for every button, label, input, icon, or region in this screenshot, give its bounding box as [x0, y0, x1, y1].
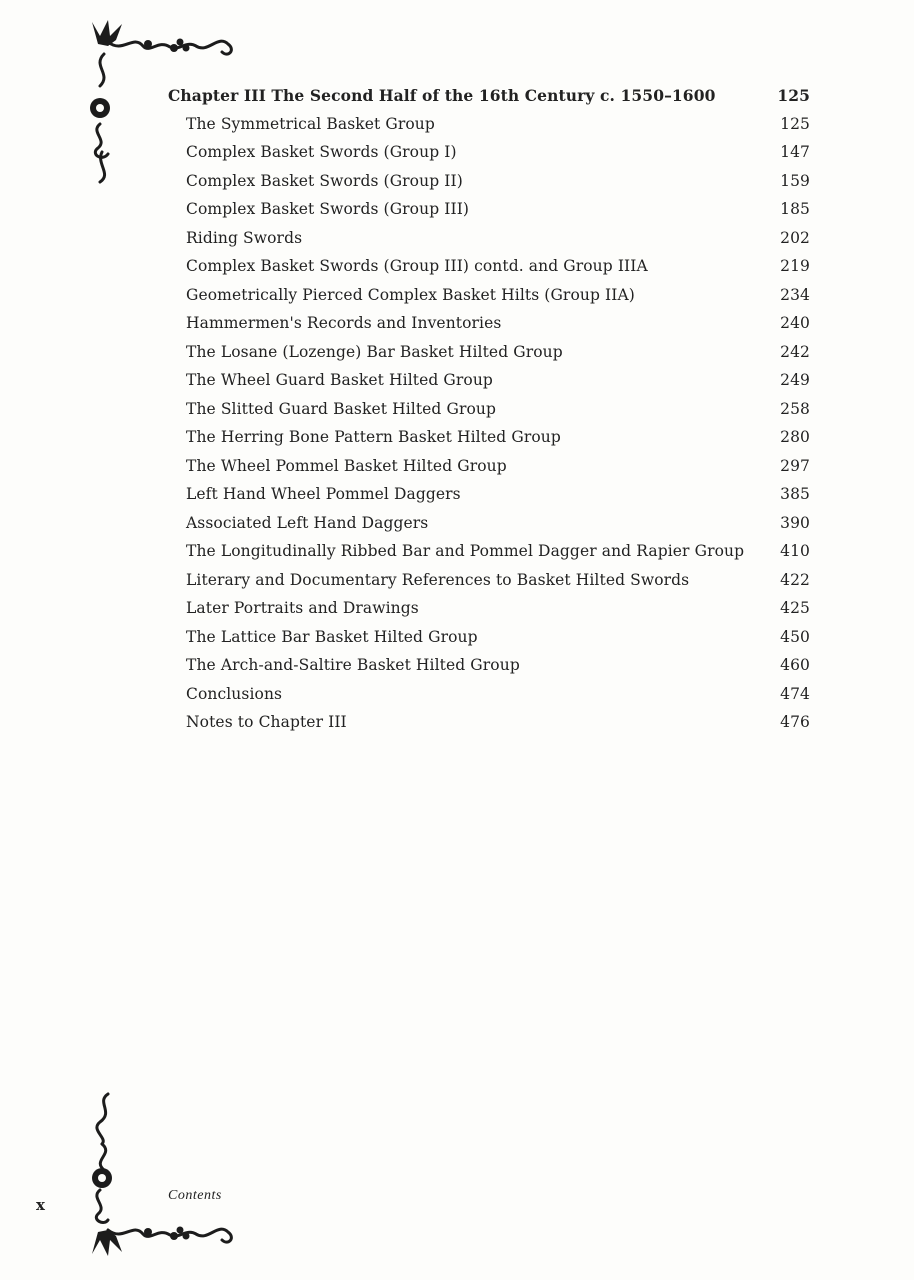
toc-entry-page: 249 — [780, 371, 810, 389]
chapter-heading — [168, 86, 816, 115]
toc-entry-page: 147 — [780, 143, 810, 161]
chapter-page-number: 125 — [777, 86, 810, 105]
toc-entry — [168, 428, 816, 457]
toc-entry-title: The Slitted Guard Basket Hilted Group — [186, 399, 497, 418]
toc-entry-page: 460 — [780, 656, 810, 674]
toc-entry-title: The Wheel Guard Basket Hilted Group — [186, 371, 493, 389]
chapter-title: Chapter III The Second Half of the 16th Century c. 1550–1600 — [168, 86, 716, 105]
toc-entry-title: The Wheel Pommel Basket Hilted Group — [186, 456, 507, 475]
toc-entry — [168, 656, 816, 685]
thistle-rose-flourish-icon — [78, 1080, 248, 1260]
toc-entry — [168, 172, 816, 201]
toc-entry-page: 474 — [780, 684, 810, 703]
toc-entry-title: Hammermen's Records and Inventories — [186, 314, 502, 332]
toc-entry-title: Associated Left Hand Daggers — [186, 513, 429, 532]
toc-entry-title: The Symmetrical Basket Group — [186, 114, 435, 133]
toc-entry-title: Conclusions — [186, 684, 283, 703]
toc-entry-page: 280 — [780, 428, 810, 446]
toc-entry — [168, 200, 816, 229]
toc-entry — [168, 143, 816, 172]
toc-entry-title: The Longitudinally Ribbed Bar and Pommel Dagger and Rapier Group — [186, 542, 745, 560]
toc-entry — [168, 571, 816, 600]
toc-entry — [168, 628, 816, 657]
toc-entry-title: Later Portraits and Drawings — [186, 599, 419, 617]
toc-entry-page: 476 — [780, 713, 810, 731]
toc-entry-title: Literary and Documentary References to Basket Hilted Swords — [186, 570, 690, 589]
toc-entry — [168, 115, 816, 144]
toc-entry-page: 240 — [780, 314, 810, 332]
toc-entry — [168, 257, 816, 286]
toc-entry-page: 385 — [780, 485, 810, 503]
toc-entry-title: Complex Basket Swords (Group III) — [186, 200, 470, 218]
toc-entry-page: 450 — [780, 627, 810, 646]
running-title: Contents — [168, 1188, 222, 1203]
page-number: x — [36, 1196, 45, 1214]
toc-entry — [168, 400, 816, 429]
toc-entry — [168, 371, 816, 400]
toc-entry-title: The Losane (Lozenge) Bar Basket Hilted Group — [186, 342, 563, 361]
toc-entry-page: 390 — [780, 513, 810, 532]
toc-entry — [168, 685, 816, 714]
toc-entry — [168, 485, 816, 514]
toc-entry — [168, 343, 816, 372]
toc-entry-title: Complex Basket Swords (Group III) contd. and Group IIIA — [186, 257, 648, 275]
toc-entry-page: 422 — [780, 570, 810, 589]
toc-entry-page: 297 — [780, 456, 810, 475]
toc-entry — [168, 286, 816, 315]
toc-entry-page: 425 — [780, 599, 810, 617]
toc-entry-page: 219 — [780, 257, 810, 275]
toc-entry — [168, 314, 816, 343]
toc-entry-page: 125 — [780, 114, 810, 133]
toc-entry-page: 202 — [780, 228, 810, 247]
toc-entry-page: 159 — [780, 171, 810, 190]
toc-entry — [168, 599, 816, 628]
toc-entry-title: Left Hand Wheel Pommel Daggers — [186, 485, 461, 503]
toc-entry-title: The Lattice Bar Basket Hilted Group — [186, 627, 478, 646]
toc-entry-page: 185 — [780, 200, 810, 218]
toc-entry-title: Complex Basket Swords (Group I) — [186, 143, 457, 161]
toc-entry — [168, 542, 816, 571]
toc-entry-title: The Herring Bone Pattern Basket Hilted Group — [186, 428, 561, 446]
toc-entry-title: Notes to Chapter III — [186, 713, 347, 731]
toc-entry — [168, 457, 816, 486]
toc-entry-title: Complex Basket Swords (Group II) — [186, 171, 463, 190]
toc-entry — [168, 713, 816, 742]
toc-entry-title: The Arch-and-Saltire Basket Hilted Group — [186, 656, 520, 674]
toc-entry-page: 410 — [780, 542, 810, 560]
toc-entry — [168, 229, 816, 258]
toc-entry-page: 242 — [780, 342, 810, 361]
toc-entry-title: Riding Swords — [186, 228, 303, 247]
toc-entry — [168, 514, 816, 543]
table-of-contents — [168, 86, 816, 742]
toc-entry-page: 234 — [780, 285, 810, 304]
toc-entry-title: Geometrically Pierced Complex Basket Hilts (Group IIA) — [186, 285, 635, 304]
toc-entry-page: 258 — [780, 399, 810, 418]
